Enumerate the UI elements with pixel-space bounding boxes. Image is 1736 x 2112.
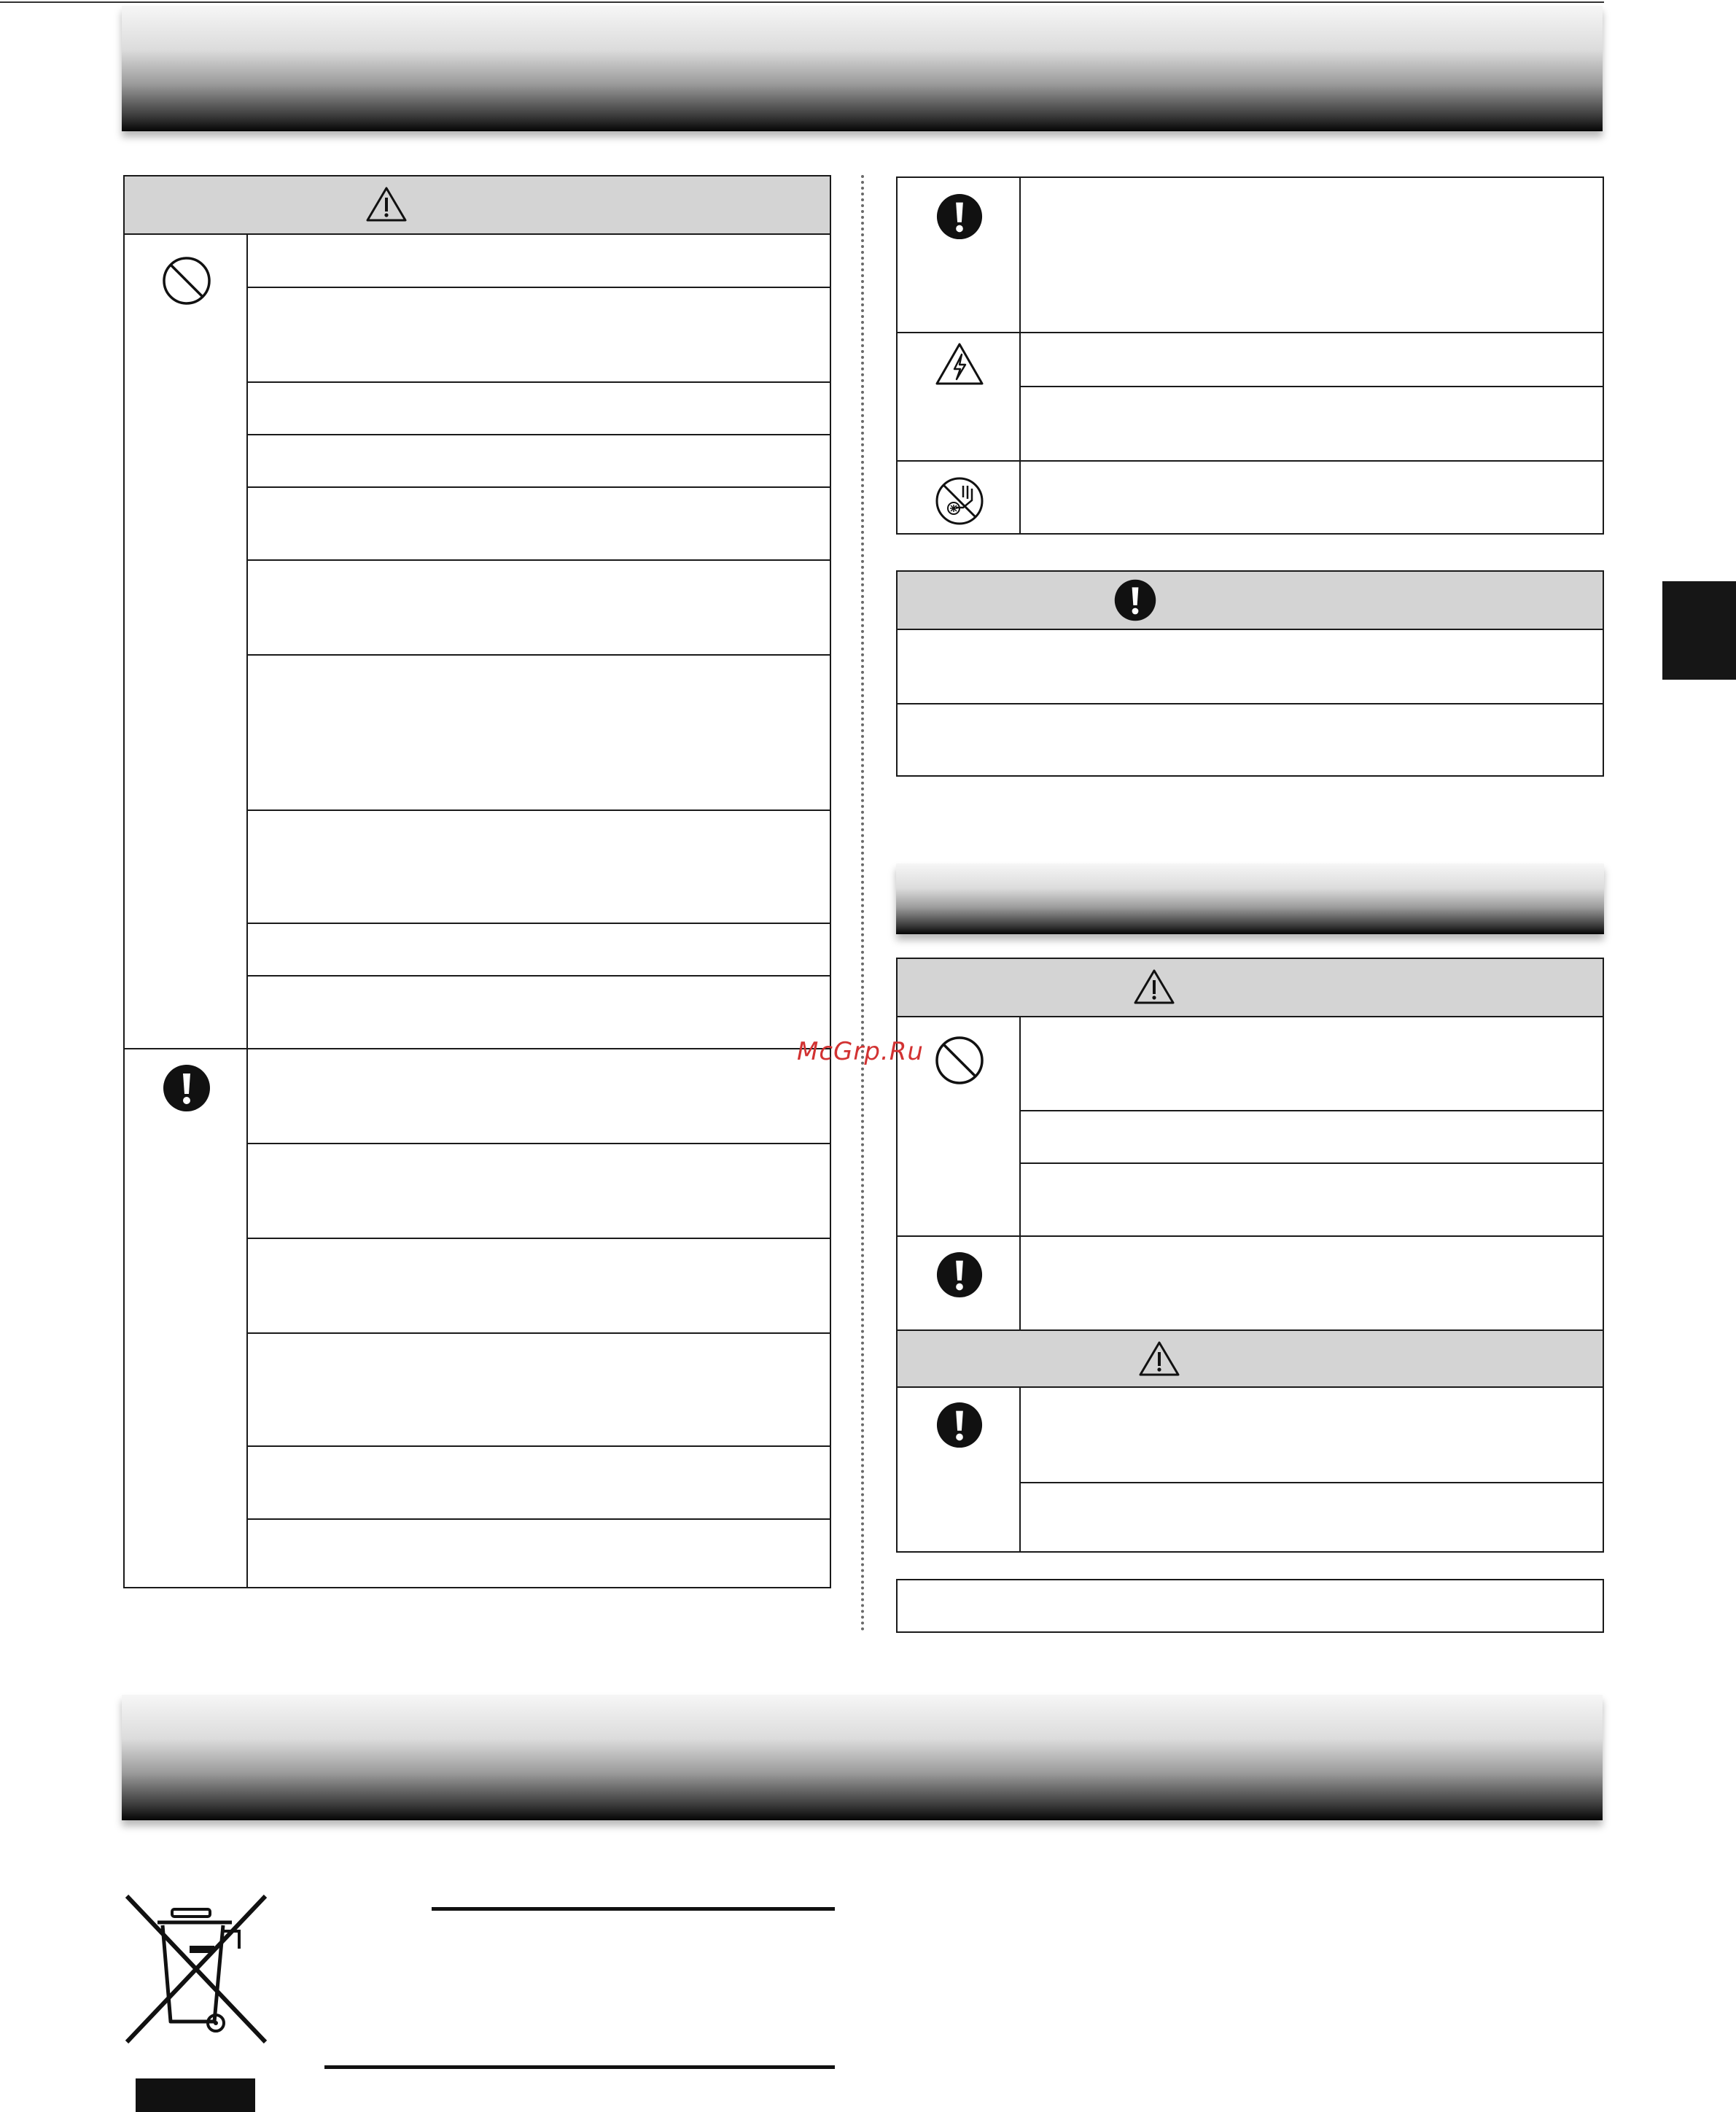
row-line xyxy=(248,381,830,383)
row-line xyxy=(898,703,1603,704)
top-rule xyxy=(0,1,1604,3)
right-icon-table xyxy=(896,176,1604,535)
right-note-box xyxy=(896,1579,1604,1633)
crossed-out-wheelie-bin-icon xyxy=(122,1893,273,2045)
section-banner-right xyxy=(896,863,1604,934)
warning-triangle-icon xyxy=(365,185,408,223)
row-line xyxy=(898,1235,1603,1237)
row-line xyxy=(898,460,1603,462)
row-line xyxy=(1021,386,1603,387)
row-line xyxy=(248,486,830,488)
exclamation-circle-icon xyxy=(935,1401,984,1449)
no-wet-hands-icon xyxy=(934,475,985,527)
left-table-icon-column xyxy=(125,233,248,1587)
disposal-rule-bottom xyxy=(324,2065,835,2069)
chapter-tab-mark xyxy=(1662,581,1736,680)
row-line xyxy=(248,1238,830,1239)
row-line xyxy=(248,434,830,435)
caution-table-header xyxy=(898,572,1603,630)
warning-triangle-icon xyxy=(1133,968,1175,1006)
right-warning-table xyxy=(896,958,1604,1553)
exclamation-circle-icon xyxy=(1113,578,1157,622)
watermark-text: McGrp.Ru xyxy=(797,1037,924,1066)
left-group-divider xyxy=(125,1048,830,1049)
row-line xyxy=(898,332,1603,333)
right-caution-table xyxy=(896,570,1604,777)
row-line xyxy=(248,1332,830,1334)
exclamation-circle-icon xyxy=(935,193,984,241)
prohibition-circle-icon xyxy=(934,1035,985,1086)
disposal-black-block xyxy=(136,2078,255,2112)
row-line xyxy=(1021,1162,1603,1164)
left-warning-table xyxy=(123,175,831,1588)
section-banner-top xyxy=(122,6,1603,131)
left-table-header xyxy=(125,176,830,235)
row-line xyxy=(248,1445,830,1447)
section-banner-bottom xyxy=(122,1695,1603,1820)
row-line xyxy=(248,654,830,656)
row-line xyxy=(248,975,830,977)
disposal-rule-top xyxy=(432,1907,835,1911)
warning-triangle-icon xyxy=(1138,1340,1180,1378)
row-line xyxy=(248,287,830,288)
row-line xyxy=(248,923,830,924)
warning-table-header xyxy=(898,959,1603,1017)
row-line xyxy=(248,1518,830,1520)
row-line xyxy=(248,559,830,561)
electric-shock-triangle-icon xyxy=(934,341,985,388)
column-separator xyxy=(861,175,864,1632)
row-line xyxy=(1021,1482,1603,1483)
warning-table-subheader xyxy=(898,1329,1603,1388)
exclamation-circle-icon xyxy=(162,1063,211,1113)
row-line xyxy=(1021,1110,1603,1111)
row-line xyxy=(248,1143,830,1144)
row-line xyxy=(248,810,830,811)
exclamation-circle-icon xyxy=(935,1251,984,1299)
prohibition-circle-icon xyxy=(161,255,212,306)
